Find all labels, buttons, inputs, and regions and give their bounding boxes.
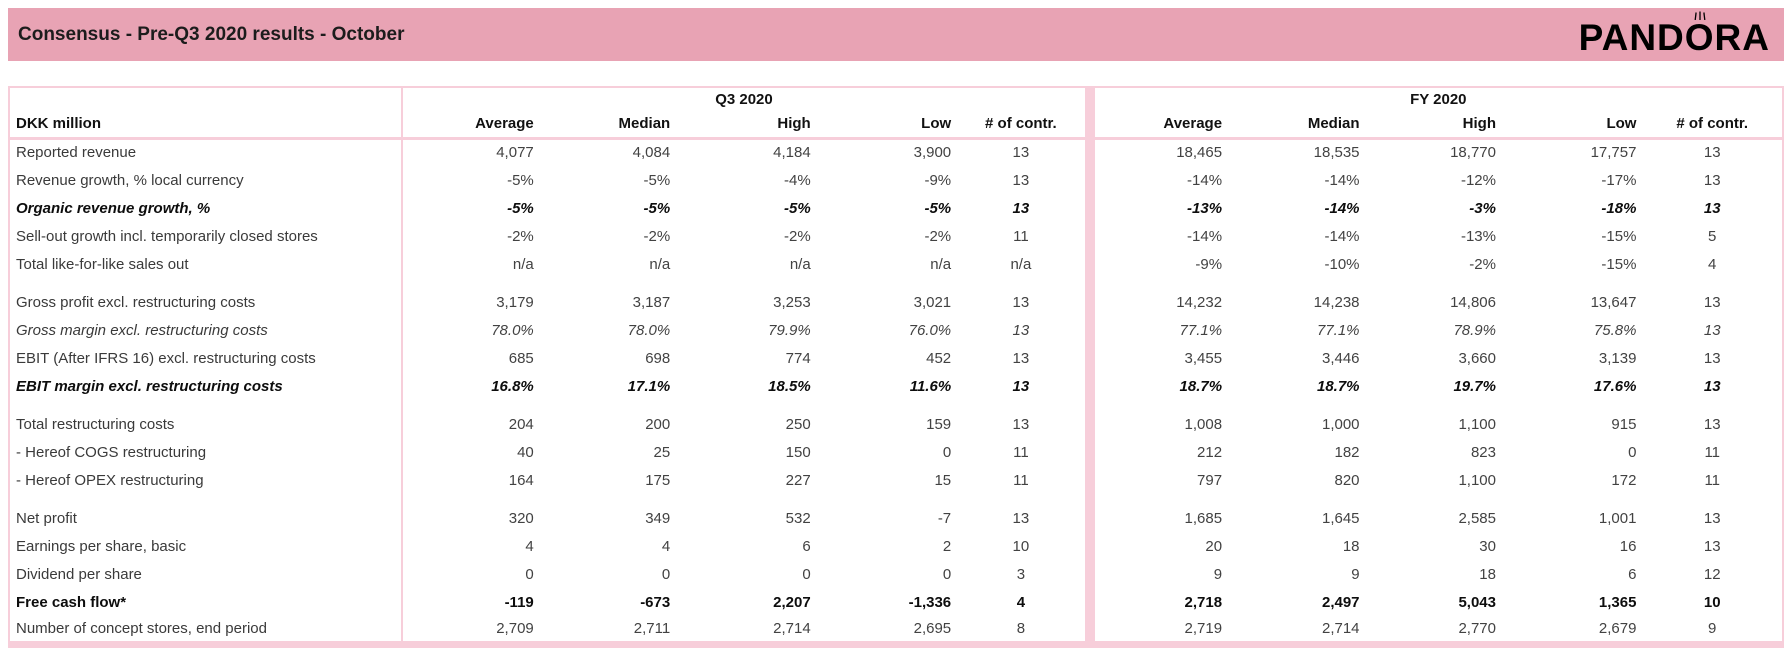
value-cell-fy: 14,238 [1313, 293, 1360, 311]
group-divider [1085, 166, 1095, 194]
value-cell-q3: 11.6% [909, 377, 952, 395]
table-row [9, 410, 1783, 438]
spacer-cell [1095, 494, 1228, 504]
spacer-row [9, 278, 1783, 288]
value-cell-q3: 250 [785, 415, 811, 433]
value-cell-fy: -9% [1195, 255, 1223, 273]
value-cell-fy: 18 [1342, 537, 1360, 555]
value-cell-q3: n/a [512, 255, 534, 273]
value-cell-fy: 172 [1611, 471, 1637, 489]
value-cell-q3: 17.1% [627, 377, 671, 395]
row-label: EBIT margin excl. restructuring costs [9, 372, 402, 400]
value-cell-fy: -2% [1469, 255, 1496, 273]
value-cell-q3: 0 [942, 565, 952, 583]
value-cell-q3: 2,695 [913, 619, 952, 637]
value-cell-fy: 3,660 [1458, 349, 1496, 367]
value-cell-q3: 76.0% [908, 321, 952, 339]
value-cell-fy: 0 [1628, 443, 1637, 461]
value-cell-q3: 452 [926, 349, 952, 367]
value-cell-fy: -14% [1187, 227, 1223, 245]
value-cell-fy: 2,679 [1598, 619, 1637, 637]
value-cell-q3: 204 [508, 415, 534, 433]
spacer-cell [1642, 494, 1783, 504]
value-cell-fy: -13% [1187, 199, 1223, 217]
value-cell-q3: 78.0% [627, 321, 671, 339]
group-divider [1085, 400, 1095, 410]
spacer-cell [1228, 278, 1365, 288]
consensus-table [8, 86, 1784, 648]
value-cell-q3: -4% [784, 171, 811, 189]
group-divider [1085, 532, 1095, 560]
value-cell-fy: -14% [1324, 227, 1360, 245]
value-cell-fy: 13 [1703, 509, 1721, 527]
row-label: Net profit [9, 504, 402, 532]
spacer-cell [1502, 278, 1642, 288]
value-cell-fy: 19.7% [1453, 377, 1496, 395]
value-cell-q3: 10 [1012, 537, 1030, 555]
value-cell-q3: -1,336 [908, 593, 952, 611]
value-cell-q3: 15 [934, 471, 952, 489]
table-row [9, 616, 1783, 644]
value-cell-q3: 3 [1016, 565, 1026, 583]
value-cell-fy: -14% [1187, 171, 1223, 189]
value-cell-fy: 2,718 [1184, 593, 1223, 611]
value-cell-fy: 823 [1470, 443, 1496, 461]
value-cell-fy: 77.1% [1316, 321, 1360, 339]
spacer-cell [957, 278, 1084, 288]
value-cell-fy: 18 [1479, 565, 1496, 583]
table-row [9, 372, 1783, 400]
value-cell-q3: 13 [1012, 509, 1030, 527]
value-cell-fy: 9 [1708, 619, 1717, 637]
spacer-cell [540, 400, 676, 410]
spacer-cell [676, 278, 816, 288]
value-cell-q3: 320 [508, 509, 534, 527]
value-cell-q3: n/a [789, 255, 811, 273]
value-cell-q3: 4 [1016, 593, 1026, 611]
value-cell-fy: 1,000 [1321, 415, 1360, 433]
page-title: Consensus - Pre-Q3 2020 results - October [18, 23, 405, 45]
spacer-cell [957, 400, 1084, 410]
value-cell-fy: 3,139 [1598, 349, 1637, 367]
value-cell-fy: 14,806 [1450, 293, 1496, 311]
group-divider [1085, 288, 1095, 316]
value-cell-q3: -2% [507, 227, 534, 245]
value-cell-q3: 6 [802, 537, 811, 555]
table-row [9, 560, 1783, 588]
value-cell-fy: 1,100 [1458, 471, 1496, 489]
spacer-cell [540, 494, 676, 504]
value-cell-fy: 1,008 [1184, 415, 1223, 433]
column-header-fy-contributors: # of contr. [1642, 111, 1783, 138]
group-label-fy: FY 2020 [1410, 91, 1467, 108]
table-row [9, 250, 1783, 278]
group-divider [1085, 87, 1095, 111]
value-cell-fy: 2,770 [1458, 619, 1496, 637]
value-cell-q3: -9% [924, 171, 952, 189]
value-cell-fy: 3,446 [1321, 349, 1360, 367]
spacer-cell [402, 400, 539, 410]
group-divider [1085, 504, 1095, 532]
spacer-cell [9, 400, 402, 410]
table-row [9, 532, 1783, 560]
value-cell-q3: 18.5% [768, 377, 811, 395]
table-row [9, 222, 1783, 250]
group-divider [1085, 278, 1095, 288]
value-cell-fy: 11 [1704, 443, 1721, 461]
value-cell-fy: -14% [1324, 199, 1360, 217]
value-cell-fy: 797 [1197, 471, 1223, 489]
spacer-cell [1502, 400, 1642, 410]
row-label: - Hereof COGS restructuring [9, 438, 402, 466]
value-cell-q3: 13 [1012, 144, 1030, 162]
value-cell-fy: 12 [1703, 565, 1721, 583]
value-cell-q3: 774 [785, 349, 811, 367]
value-cell-q3: -2% [924, 227, 952, 245]
column-header-q3-median: Median [540, 111, 676, 138]
value-cell-q3: 175 [645, 471, 671, 489]
row-label: Total restructuring costs [9, 410, 402, 438]
value-cell-fy: 2,585 [1458, 509, 1496, 527]
group-divider [1085, 111, 1095, 138]
value-cell-fy: 1,685 [1184, 509, 1223, 527]
value-cell-q3: 3,021 [913, 293, 952, 311]
value-cell-fy: 75.8% [1593, 321, 1637, 339]
value-cell-q3: -2% [784, 227, 811, 245]
crown-icon [1693, 11, 1707, 20]
value-cell-fy: 182 [1334, 443, 1360, 461]
value-cell-q3: 0 [525, 565, 534, 583]
spacer-row [9, 494, 1783, 504]
value-cell-fy: 1,645 [1321, 509, 1360, 527]
row-label: Gross margin excl. restructuring costs [9, 316, 402, 344]
value-cell-q3: 79.9% [768, 321, 811, 339]
value-cell-fy: 3,455 [1184, 349, 1223, 367]
value-cell-q3: -5% [507, 199, 534, 217]
spacer-row [9, 400, 1783, 410]
value-cell-fy: 5 [1708, 227, 1717, 245]
value-cell-q3: -2% [643, 227, 671, 245]
row-label: Organic revenue growth, % [9, 194, 402, 222]
value-cell-q3: -119 [504, 593, 534, 611]
group-divider [1085, 138, 1095, 166]
value-cell-fy: 2,719 [1184, 619, 1223, 637]
title-bar [8, 8, 1784, 61]
column-header-q3-contributors: # of contr. [957, 111, 1084, 138]
value-cell-fy: 1,365 [1598, 593, 1637, 611]
row-label: - Hereof OPEX restructuring [9, 466, 402, 494]
value-cell-q3: 2,709 [496, 619, 534, 637]
column-header-q3-high: High [676, 111, 816, 138]
row-label: Free cash flow* [9, 588, 402, 616]
value-cell-q3: 698 [645, 349, 671, 367]
value-cell-q3: 150 [785, 443, 811, 461]
group-divider [1085, 372, 1095, 400]
value-cell-fy: -12% [1460, 171, 1496, 189]
column-header-fy-median: Median [1228, 111, 1365, 138]
group-header-spacer [9, 87, 402, 111]
value-cell-q3: 3,900 [913, 144, 952, 162]
value-cell-fy: -15% [1601, 255, 1637, 273]
spacer-cell [540, 278, 676, 288]
value-cell-q3: 13 [1012, 171, 1030, 189]
spacer-cell [1642, 278, 1783, 288]
spacer-cell [1502, 494, 1642, 504]
value-cell-fy: 13 [1703, 293, 1721, 311]
value-cell-q3: 4,077 [496, 144, 534, 162]
value-cell-q3: 13 [1012, 349, 1030, 367]
spacer-cell [402, 278, 539, 288]
value-cell-q3: 13 [1012, 415, 1030, 433]
value-cell-q3: 0 [942, 443, 952, 461]
value-cell-fy: 2,714 [1321, 619, 1360, 637]
value-cell-q3: 3,253 [773, 293, 811, 311]
value-cell-q3: 13 [1012, 377, 1030, 395]
pandora-logo [1579, 13, 1770, 56]
value-cell-fy: 13 [1703, 321, 1721, 339]
row-label: Gross profit excl. restructuring costs [9, 288, 402, 316]
value-cell-q3: -5% [507, 171, 534, 189]
spacer-cell [817, 278, 957, 288]
value-cell-q3: 159 [926, 415, 952, 433]
value-cell-fy: 820 [1334, 471, 1360, 489]
value-cell-q3: 4 [661, 537, 671, 555]
spacer-cell [9, 494, 402, 504]
value-cell-q3: 2,711 [633, 619, 671, 637]
value-cell-q3: 0 [802, 565, 811, 583]
spacer-cell [1366, 400, 1502, 410]
value-cell-q3: -673 [640, 593, 671, 611]
table-row [9, 316, 1783, 344]
table-row [9, 438, 1783, 466]
spacer-cell [676, 400, 816, 410]
column-header-fy-average: Average [1095, 111, 1228, 138]
value-cell-fy: 78.9% [1453, 321, 1496, 339]
group-header-row [9, 87, 1783, 111]
value-cell-q3: n/a [1010, 255, 1032, 273]
value-cell-q3: 11 [1013, 227, 1029, 245]
group-divider [1085, 560, 1095, 588]
value-cell-q3: 200 [645, 415, 671, 433]
group-divider [1085, 410, 1095, 438]
logo-o-with-crown [1685, 19, 1715, 56]
table-row [9, 288, 1783, 316]
row-label: Revenue growth, % local currency [9, 166, 402, 194]
spacer-cell [1095, 400, 1228, 410]
value-cell-q3: -5% [924, 199, 952, 217]
group-divider [1085, 222, 1095, 250]
row-label: Reported revenue [9, 138, 402, 166]
value-cell-q3: -5% [643, 199, 671, 217]
table-row [9, 504, 1783, 532]
group-divider [1085, 494, 1095, 504]
value-cell-fy: 9 [1351, 565, 1360, 583]
value-cell-q3: -7 [937, 509, 952, 527]
value-cell-fy: 18.7% [1179, 377, 1223, 395]
logo-text-post: RA [1714, 17, 1770, 58]
value-cell-fy: 915 [1611, 415, 1637, 433]
value-cell-fy: 17.6% [1593, 377, 1637, 395]
row-label: Sell-out growth incl. temporarily closed stores [9, 222, 402, 250]
group-divider [1085, 316, 1095, 344]
value-cell-fy: 13 [1703, 377, 1721, 395]
column-header-row [9, 111, 1783, 138]
table-row [9, 194, 1783, 222]
spacer-cell [1095, 278, 1228, 288]
row-label: Number of concept stores, end period [9, 616, 402, 644]
value-cell-q3: 13 [1012, 293, 1030, 311]
value-cell-fy: 16 [1619, 537, 1637, 555]
value-cell-q3: 13 [1012, 321, 1030, 339]
value-cell-q3: n/a [649, 255, 671, 273]
value-cell-q3: 4 [525, 537, 534, 555]
value-cell-fy: -15% [1601, 227, 1637, 245]
group-label-q3: Q3 2020 [715, 91, 773, 108]
value-cell-q3: 25 [653, 443, 671, 461]
value-cell-q3: 2,207 [773, 593, 811, 611]
value-cell-fy: 13 [1703, 199, 1721, 217]
spacer-cell [1366, 494, 1502, 504]
table-row [9, 138, 1783, 166]
group-divider [1085, 344, 1095, 372]
value-cell-fy: -18% [1601, 199, 1637, 217]
group-divider [1085, 616, 1095, 644]
table-row [9, 588, 1783, 616]
value-cell-q3: -5% [643, 171, 671, 189]
column-header-q3-average: Average [402, 111, 539, 138]
value-cell-fy: 13,647 [1590, 293, 1637, 311]
spacer-cell [1366, 278, 1502, 288]
value-cell-fy: 1,100 [1458, 415, 1496, 433]
group-divider [1085, 588, 1095, 616]
value-cell-fy: -17% [1601, 171, 1637, 189]
value-cell-fy: 20 [1205, 537, 1223, 555]
value-cell-q3: 11 [1013, 443, 1029, 461]
value-cell-fy: -13% [1460, 227, 1496, 245]
table-row [9, 466, 1783, 494]
value-cell-fy: 18.7% [1316, 377, 1360, 395]
value-cell-q3: 349 [645, 509, 671, 527]
table-body [9, 138, 1783, 644]
value-cell-q3: 8 [1016, 619, 1026, 637]
value-cell-fy: 1,001 [1598, 509, 1637, 527]
value-cell-fy: -14% [1324, 171, 1360, 189]
value-cell-fy: 17,757 [1590, 144, 1637, 162]
row-label: EBIT (After IFRS 16) excl. restructuring costs [9, 344, 402, 372]
logo-text-o: O [1684, 17, 1715, 58]
value-cell-fy: 13 [1703, 349, 1721, 367]
value-cell-q3: 78.0% [491, 321, 534, 339]
value-cell-fy: 2,497 [1321, 593, 1360, 611]
value-cell-q3: n/a [930, 255, 952, 273]
value-cell-fy: 13 [1703, 171, 1721, 189]
value-cell-fy: 9 [1213, 565, 1223, 583]
value-cell-q3: 3,187 [632, 293, 671, 311]
spacer-cell [676, 494, 816, 504]
row-label: Dividend per share [9, 560, 402, 588]
value-cell-q3: 0 [661, 565, 671, 583]
column-header-fy-low: Low [1502, 111, 1642, 138]
value-cell-fy: -3% [1469, 199, 1496, 217]
value-cell-q3: 16.8% [491, 377, 534, 395]
value-cell-fy: 30 [1479, 537, 1496, 555]
value-cell-fy: 6 [1628, 565, 1637, 583]
value-cell-fy: 18,465 [1176, 144, 1223, 162]
value-cell-q3: 3,179 [496, 293, 534, 311]
value-cell-fy: -10% [1324, 255, 1360, 273]
value-cell-q3: 164 [508, 471, 534, 489]
group-divider [1085, 250, 1095, 278]
value-cell-q3: 4,184 [773, 144, 811, 162]
value-cell-q3: 11 [1013, 471, 1029, 489]
value-cell-fy: 13 [1703, 415, 1721, 433]
value-cell-fy: 212 [1197, 443, 1223, 461]
table-row [9, 344, 1783, 372]
row-header-dkk-million: DKK million [9, 111, 402, 138]
value-cell-fy: 11 [1704, 471, 1721, 489]
group-divider [1085, 438, 1095, 466]
value-cell-fy: 18,770 [1450, 144, 1496, 162]
spacer-cell [1228, 494, 1365, 504]
row-label: Total like-for-like sales out [9, 250, 402, 278]
value-cell-fy: 14,232 [1176, 293, 1223, 311]
value-cell-q3: 532 [785, 509, 811, 527]
table-row [9, 166, 1783, 194]
value-cell-fy: 13 [1703, 144, 1721, 162]
logo-text-pre: PAND [1578, 17, 1685, 58]
value-cell-fy: 10 [1703, 593, 1721, 611]
value-cell-q3: 227 [785, 471, 811, 489]
spacer-cell [817, 400, 957, 410]
group-divider [1085, 466, 1095, 494]
value-cell-q3: 685 [508, 349, 534, 367]
group-divider [1085, 194, 1095, 222]
spacer-cell [817, 494, 957, 504]
spacer-cell [1642, 400, 1783, 410]
value-cell-q3: 2,714 [773, 619, 811, 637]
value-cell-fy: 5,043 [1458, 593, 1496, 611]
value-cell-q3: -5% [784, 199, 811, 217]
value-cell-fy: 4 [1708, 255, 1717, 273]
value-cell-fy: 18,535 [1313, 144, 1360, 162]
value-cell-fy: 13 [1703, 537, 1721, 555]
value-cell-fy: 77.1% [1179, 321, 1223, 339]
value-cell-q3: 2 [942, 537, 952, 555]
column-header-fy-high: High [1366, 111, 1502, 138]
column-header-q3-low: Low [817, 111, 957, 138]
spacer-cell [9, 278, 402, 288]
spacer-cell [1228, 400, 1365, 410]
spacer-cell [402, 494, 539, 504]
spacer-cell [957, 494, 1084, 504]
row-label: Earnings per share, basic [9, 532, 402, 560]
value-cell-q3: 4,084 [632, 144, 671, 162]
value-cell-q3: 40 [517, 443, 534, 461]
value-cell-q3: 13 [1012, 199, 1030, 217]
